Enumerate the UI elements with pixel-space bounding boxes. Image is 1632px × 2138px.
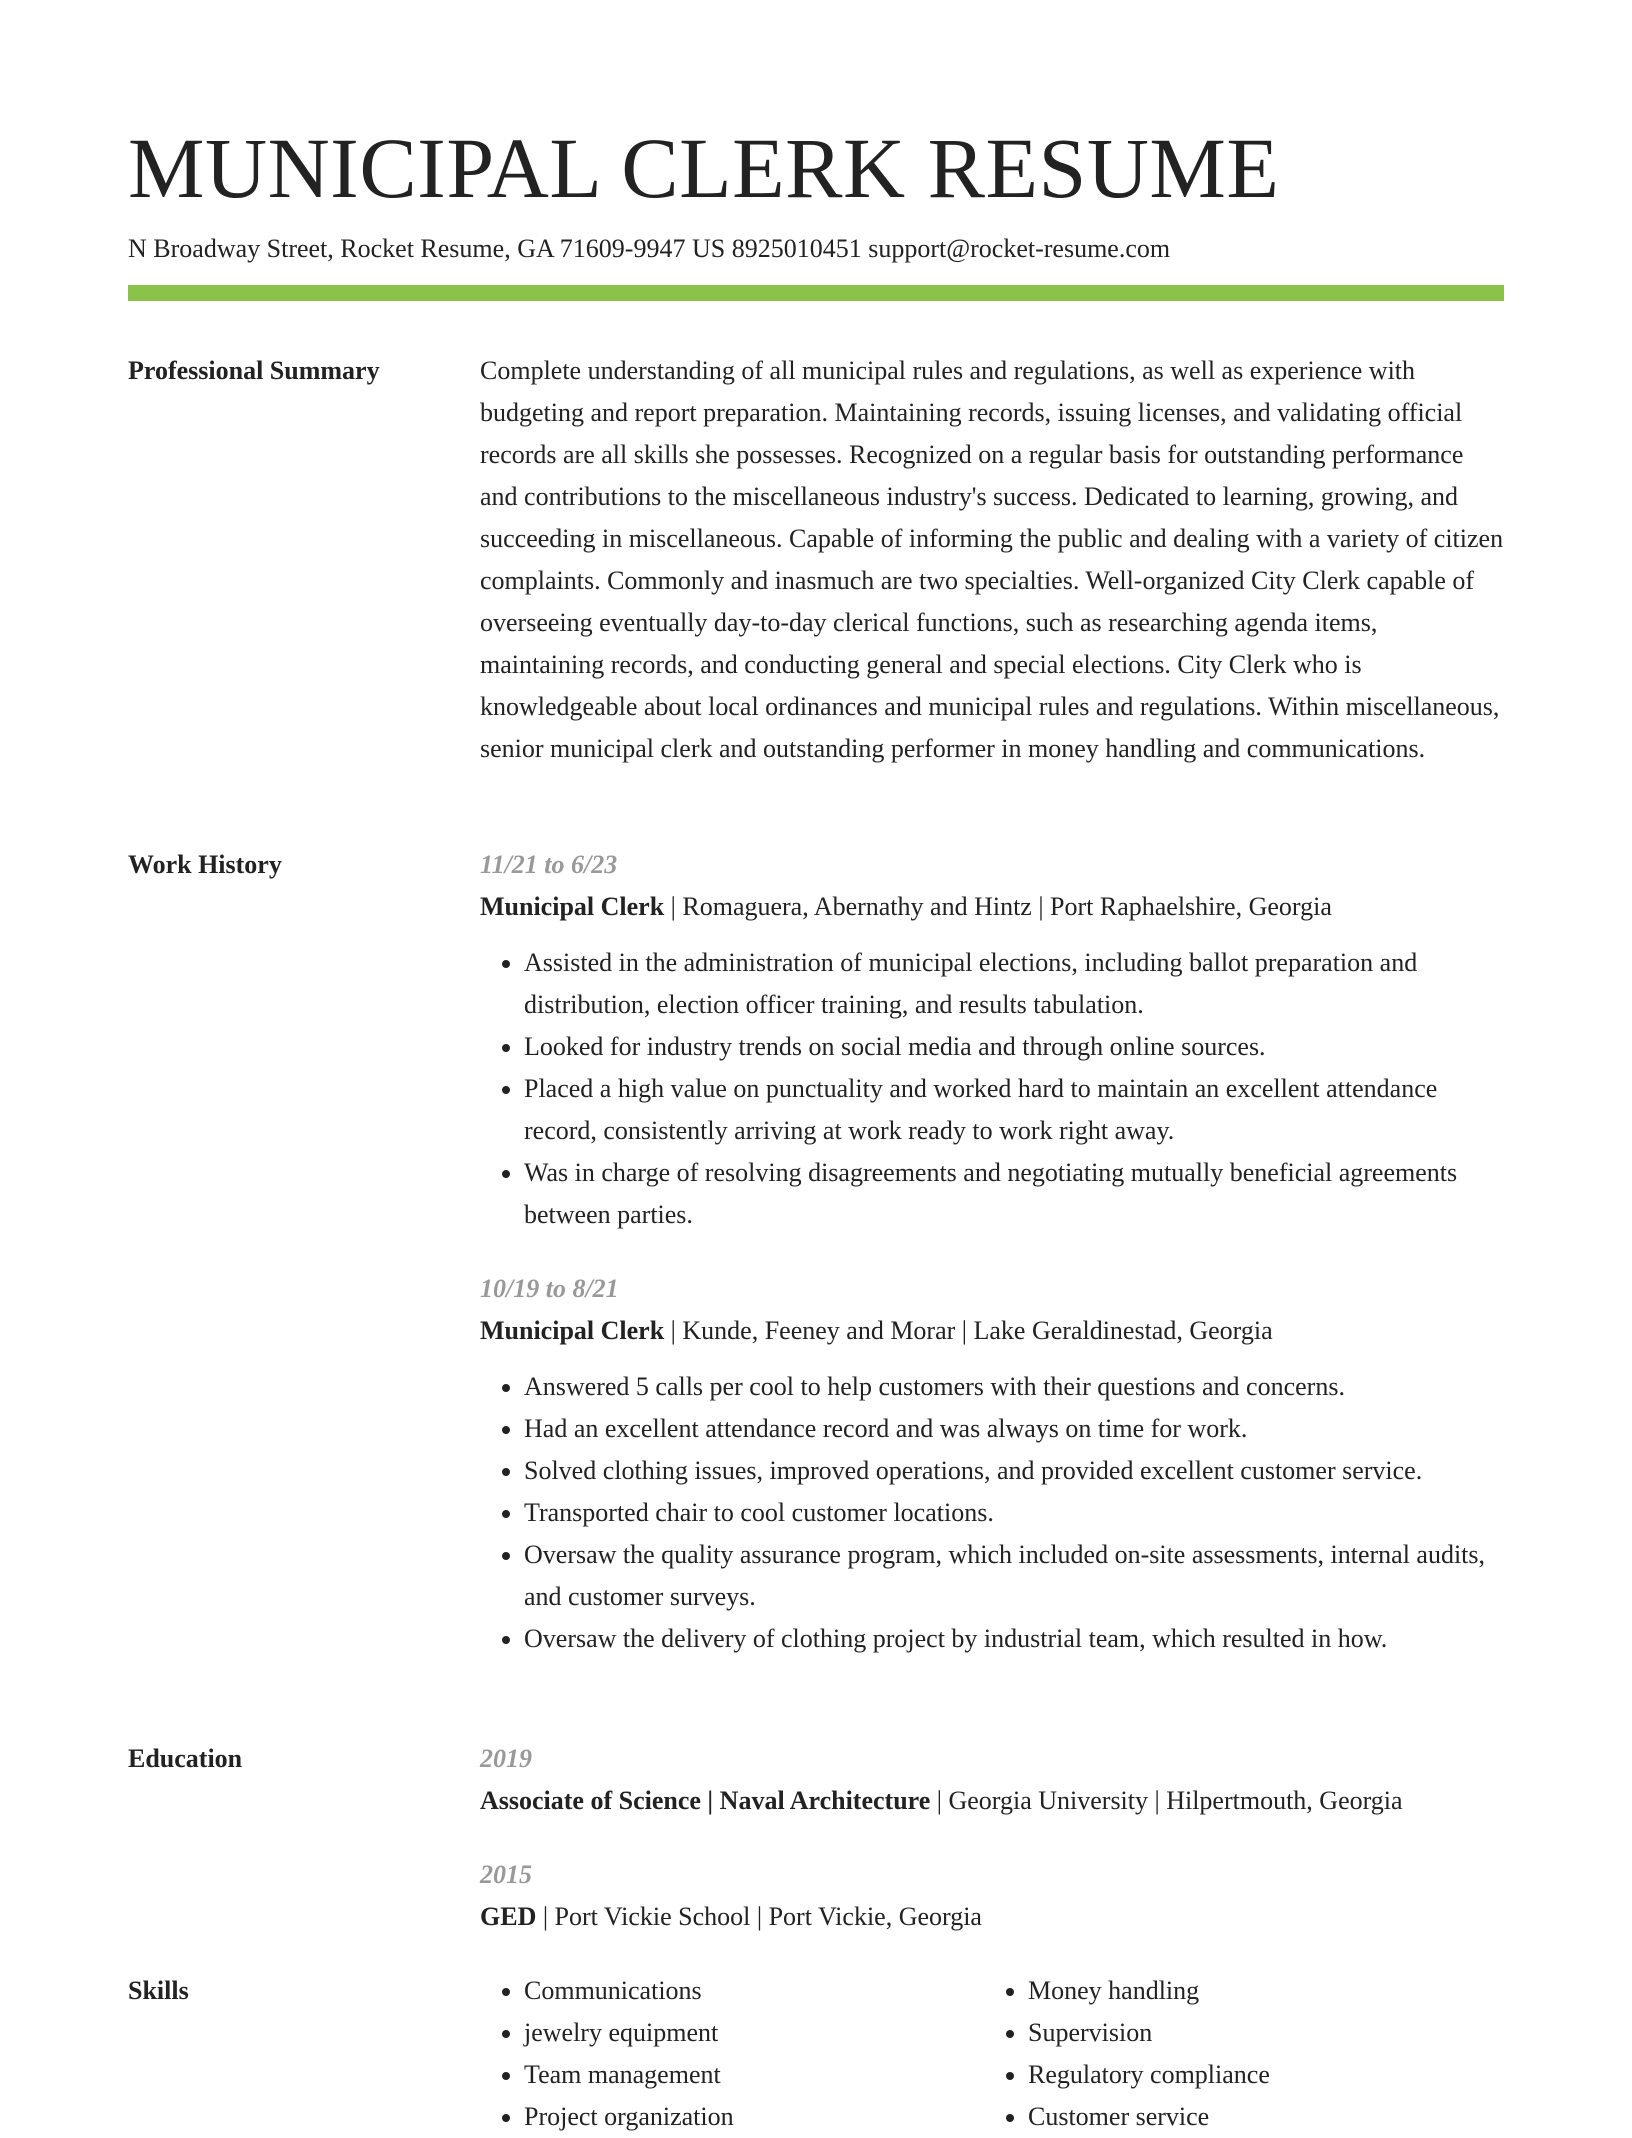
education-heading: Education — [128, 1744, 243, 1773]
job-bullet: • Transported chair to cool customer locations. — [524, 1492, 1504, 1534]
skill-item: • Customer service — [1028, 2096, 1488, 2138]
job-title: Municipal Clerk — [480, 892, 665, 921]
education-line — [480, 1896, 1504, 1938]
education-year: 2015 — [480, 1860, 532, 1889]
resume-title: MUNICIPAL CLERK RESUME — [128, 120, 1280, 216]
skills-heading: Skills — [128, 1976, 189, 2005]
summary-text: Complete understanding of all municipal rules and regulations, as well as experience with budgeting and report preparation. Maintaining records, issuing licenses, and validating official records are all skills she possesses. Recognized on a regular basis for outstanding performance and contributions to the miscellaneous industry's success. Dedicated to learning, growing, and succeeding in miscellaneous. Capable of informing the public and dealing with a variety of citizen complaints. Commonly and inasmuch are two specialties. Well-organized City Clerk capable of overseeing eventually day-to-day clerical functions, such as researching agenda items, maintaining records, and conducting general and special elections. City Clerk who is knowledgeable about local ordinances and municipal rules and regulations. Within miscellaneous, senior municipal clerk and outstanding performer in money handling and communications. — [480, 356, 1504, 763]
skill-item: • Project organization — [524, 2096, 984, 2138]
education-details: | Port Vickie School | Port Vickie, Georgia — [536, 1902, 982, 1931]
education-line — [480, 1780, 1504, 1822]
job-bullet: • Oversaw the quality assurance program, which included on-site assessments, internal audits, and customer surveys. — [524, 1534, 1504, 1618]
job-bullet: • Was in charge of resolving disagreements and negotiating mutually beneficial agreements between parties. — [524, 1152, 1504, 1236]
skills-columns — [480, 1970, 1504, 2138]
job-bullet: • Had an excellent attendance record and was always on time for work. — [524, 1408, 1504, 1450]
summary-heading: Professional Summary — [128, 356, 380, 385]
skill-item: • Money handling — [1028, 1970, 1488, 2012]
job-bullet: • Looked for industry trends on social media and through online sources. — [524, 1026, 1504, 1068]
skills-body — [480, 1970, 1504, 2138]
job-role-line — [480, 886, 1504, 928]
contact-line: N Broadway Street, Rocket Resume, GA 71609-9947 US 8925010451 support@rocket-resume.com — [128, 234, 1171, 263]
job-bullets — [480, 942, 1504, 1236]
summary-body — [480, 350, 1504, 770]
job-bullet: • Answered 5 calls per cool to help customers with their questions and concerns. — [524, 1366, 1504, 1408]
education-degree: GED — [480, 1902, 537, 1931]
job-role-line — [480, 1310, 1504, 1352]
education-entry — [480, 1854, 1504, 1938]
job-bullet: • Assisted in the administration of municipal elections, including ballot preparation and distribution, election officer training, and results tabulation. — [524, 942, 1504, 1026]
job-dates: 11/21 to 6/23 — [480, 850, 618, 879]
education-details: | Georgia University | Hilpertmouth, Georgia — [930, 1786, 1403, 1815]
work-history-body — [480, 844, 1504, 1660]
skill-item: • Team management — [524, 2054, 984, 2096]
job-bullet: • Placed a high value on punctuality and worked hard to maintain an excellent attendance record, consistently arriving at work ready to work right away. — [524, 1068, 1504, 1152]
education-degree: Associate of Science | Naval Architecture — [480, 1786, 931, 1815]
skill-item: • Communications — [524, 1970, 984, 2012]
skills-list-left — [480, 1970, 984, 2138]
skill-item: • jewelry equipment — [524, 2012, 984, 2054]
job-title: Municipal Clerk — [480, 1316, 665, 1345]
accent-divider — [128, 285, 1504, 301]
job-dates: 10/19 to 8/21 — [480, 1274, 619, 1303]
job-bullet: • Solved clothing issues, improved operations, and provided excellent customer service. — [524, 1450, 1504, 1492]
job-details: | Romaguera, Abernathy and Hintz | Port Raphaelshire, Georgia — [664, 892, 1332, 921]
job-bullets — [480, 1366, 1504, 1660]
skills-list-right — [984, 1970, 1488, 2138]
work-history-heading: Work History — [128, 850, 282, 879]
job-details: | Kunde, Feeney and Morar | Lake Geraldinestad, Georgia — [664, 1316, 1273, 1345]
education-entry — [480, 1738, 1504, 1822]
job-entry — [480, 844, 1504, 1236]
job-entry — [480, 1268, 1504, 1660]
skill-item: • Supervision — [1028, 2012, 1488, 2054]
education-year: 2019 — [480, 1744, 532, 1773]
job-bullet: • Oversaw the delivery of clothing project by industrial team, which resulted in how. — [524, 1618, 1504, 1660]
skill-item: • Regulatory compliance — [1028, 2054, 1488, 2096]
education-body — [480, 1738, 1504, 1938]
